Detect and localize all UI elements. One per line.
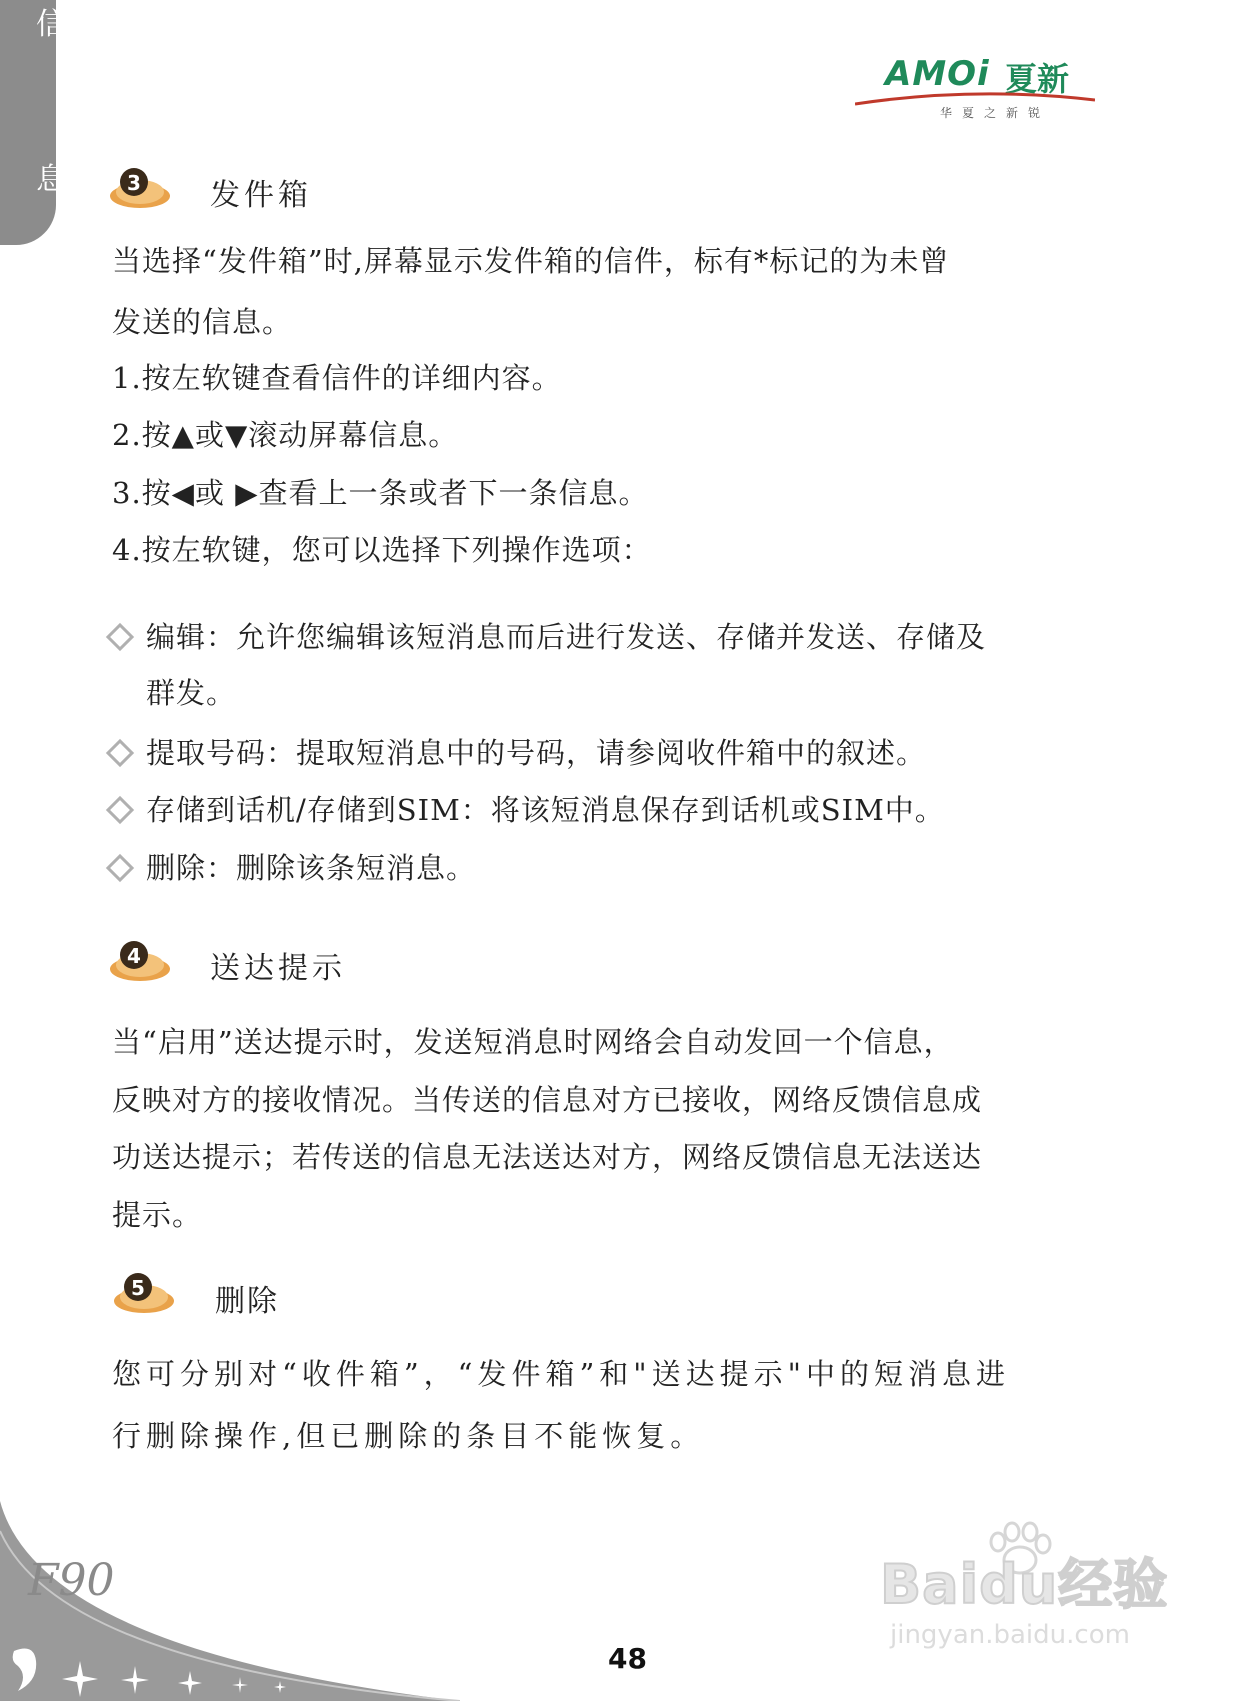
- numbered-badge-icon: [112, 1267, 176, 1319]
- watermark-main: Baidu经验: [880, 1553, 1169, 1616]
- logo-brand: AMOi: [885, 54, 990, 94]
- section-badge-3: [108, 162, 172, 214]
- watermark: [880, 1520, 1180, 1660]
- option-item-extract-number: [110, 725, 1090, 781]
- delivery-line-1: 当“启用”送达提示时，发送短消息时网络会自动发回一个信息，: [112, 1025, 954, 1059]
- option-delete-line1: 删除：删除该条短消息。: [146, 851, 477, 885]
- option-item-delete: [110, 840, 1090, 896]
- page-number: 48: [608, 1642, 647, 1675]
- logo-tagline: 华夏之新锐: [940, 106, 1051, 120]
- section-badge-4: [108, 935, 172, 987]
- model-name: F90: [28, 1555, 115, 1606]
- side-tab: [0, 0, 66, 245]
- outbox-step-3: 3.按◀或 ▶查看上一条或者下一条信息。: [112, 476, 649, 510]
- outbox-step-1: 1.按左软键查看信件的详细内容。: [112, 361, 562, 395]
- section-title-delete: 删除: [215, 1284, 279, 1319]
- option-item-save: [110, 782, 1090, 838]
- outbox-intro-line1: 当选择“发件箱”时,屏幕显示发件箱的信件，标有*标记的为未曾: [112, 244, 950, 278]
- badge-number: 3: [127, 171, 141, 195]
- watermark-sub: jingyan.baidu.com: [890, 1620, 1130, 1650]
- brand-logo: [855, 52, 1095, 127]
- option-extract-line1: 提取号码：提取短消息中的号码，请参阅收件箱中的叙述。: [146, 736, 927, 770]
- outbox-step-4: 4.按左软键，您可以选择下列操作选项：: [112, 533, 652, 567]
- outbox-step-2: 2.按▲或▼滚动屏幕信息。: [112, 418, 459, 452]
- outbox-intro-line2: 发送的信息。: [112, 305, 293, 339]
- badge-number: 4: [127, 944, 141, 968]
- option-edit-line2: 群发。: [146, 676, 237, 710]
- delivery-line-3: 功送达提示；若传送的信息无法送达对方，网络反馈信息无法送达: [112, 1140, 983, 1174]
- numbered-badge-icon: [108, 935, 172, 987]
- side-tab-char-top: 信: [36, 7, 66, 42]
- delete-line-1: 您可分别对“收件箱”，“发件箱”和"送达提示"中的短消息进: [112, 1357, 1010, 1391]
- option-edit-line1: 编辑：允许您编辑该短消息而后进行发送、存储并发送、存储及: [146, 620, 987, 654]
- badge-number: 5: [131, 1276, 145, 1300]
- numbered-badge-icon: [108, 162, 172, 214]
- section-title-outbox: 发件箱: [210, 178, 312, 213]
- section-title-delivery: 送达提示: [210, 951, 346, 986]
- delivery-line-2: 反映对方的接收情况。当传送的信息对方已接收，网络反馈信息成: [112, 1083, 983, 1117]
- logo-brand-cn: 夏新: [1005, 60, 1070, 98]
- option-item-edit: [110, 609, 1090, 721]
- option-save-line1: 存储到话机/存储到SIM：将该短消息保存到话机或SIM中。: [146, 793, 945, 827]
- delivery-line-4: 提示。: [112, 1198, 203, 1232]
- delete-line-2: 行删除操作,但已删除的条目不能恢复。: [112, 1419, 705, 1453]
- section-badge-5: [112, 1267, 176, 1319]
- side-tab-char-bottom: 息: [36, 162, 66, 197]
